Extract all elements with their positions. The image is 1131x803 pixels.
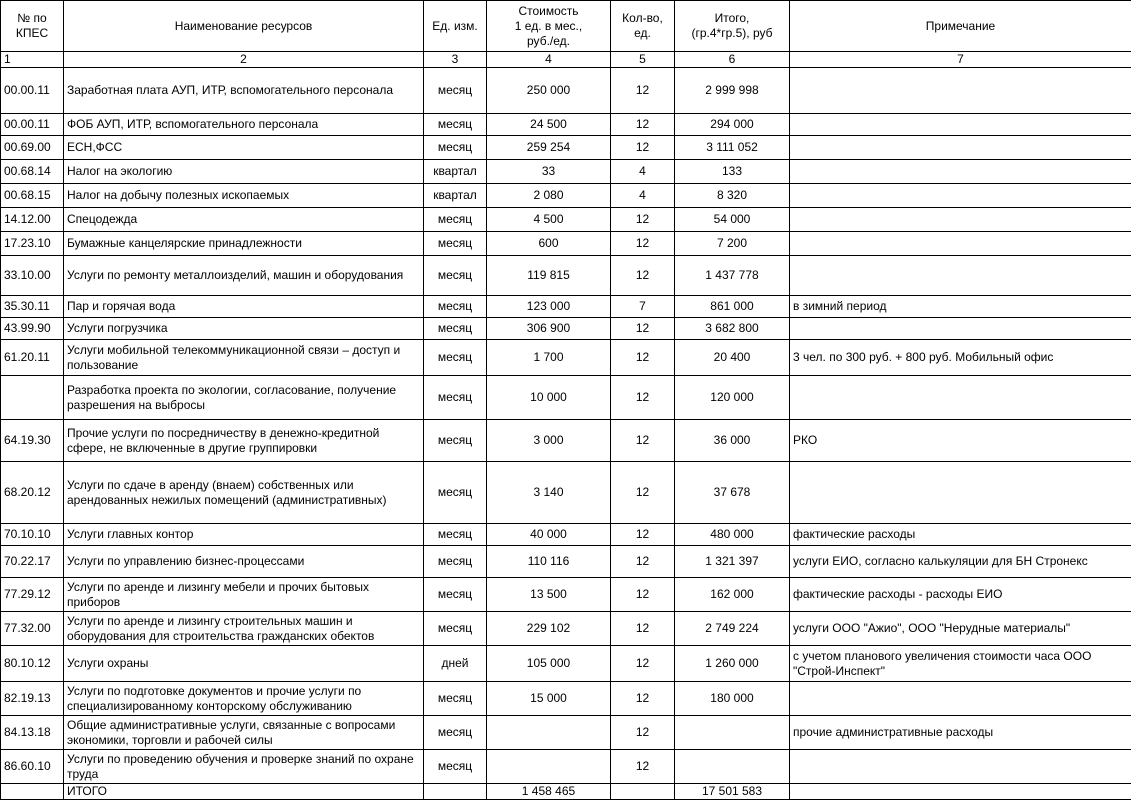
total-row (1, 784, 1131, 800)
cell-code: 00.68.15 (1, 184, 64, 208)
cell-price: 10 000 (487, 376, 611, 420)
cell-price: 24 500 (487, 114, 611, 136)
cell-price: 40 000 (487, 524, 611, 546)
cell-price: 3 140 (487, 462, 611, 524)
total-label: ИТОГО (64, 784, 424, 800)
total-empty (790, 784, 1131, 800)
col-number: 2 (64, 52, 424, 68)
table-row (1, 296, 1131, 318)
total-empty (1, 784, 64, 800)
cell-note (790, 318, 1131, 340)
table-row (1, 750, 1131, 784)
cell-name: Прочие услуги по посредничеству в денежно-кредитной сфере, не включенные в другие группировки (64, 420, 424, 462)
table-row (1, 160, 1131, 184)
cell-name: Налог на добычу полезных ископаемых (64, 184, 424, 208)
cell-price: 250 000 (487, 68, 611, 114)
cell-note (790, 184, 1131, 208)
header-name: Наименование ресурсов (64, 1, 424, 52)
col-number: 5 (611, 52, 675, 68)
cell-code: 84.13.18 (1, 716, 64, 750)
cell-code: 35.30.11 (1, 296, 64, 318)
table-row (1, 682, 1131, 716)
cell-qty: 12 (611, 376, 675, 420)
cell-code: 77.32.00 (1, 612, 64, 646)
cell-note (790, 136, 1131, 160)
cell-name: Заработная плата АУП, ИТР, вспомогательного персонала (64, 68, 424, 114)
total-price-sum: 1 458 465 (487, 784, 611, 800)
table-row (1, 612, 1131, 646)
header-note: Примечание (790, 1, 1131, 52)
cell-total: 3 682 800 (675, 318, 790, 340)
cell-code: 33.10.00 (1, 256, 64, 296)
cell-code: 00.00.11 (1, 114, 64, 136)
cell-code: 70.10.10 (1, 524, 64, 546)
cell-total: 54 000 (675, 208, 790, 232)
cell-price: 110 116 (487, 546, 611, 578)
col-number: 3 (424, 52, 487, 68)
cell-name: Услуги погрузчика (64, 318, 424, 340)
cell-total: 37 678 (675, 462, 790, 524)
cell-code (1, 376, 64, 420)
cell-note (790, 256, 1131, 296)
cell-total: 861 000 (675, 296, 790, 318)
table-row (1, 524, 1131, 546)
cell-total: 480 000 (675, 524, 790, 546)
cell-code: 68.20.12 (1, 462, 64, 524)
cell-name: Услуги по подготовке документов и прочие услуги по специализированному конторскому обслуживанию (64, 682, 424, 716)
cell-qty: 12 (611, 524, 675, 546)
cell-price: 15 000 (487, 682, 611, 716)
cell-name: Общие административные услуги, связанные с вопросами экономики, торговли и рабочей силы (64, 716, 424, 750)
cell-note: с учетом планового увеличения стоимости часа ООО "Строй-Инспект" (790, 646, 1131, 682)
cell-code: 77.29.12 (1, 578, 64, 612)
cell-note: в зимний период (790, 296, 1131, 318)
col-number: 4 (487, 52, 611, 68)
cell-unit: месяц (424, 578, 487, 612)
cell-name: Услуги по аренде и лизингу строительных машин и оборудования для строительства гражданских обектов (64, 612, 424, 646)
table-row (1, 208, 1131, 232)
cell-unit: квартал (424, 160, 487, 184)
cell-code: 86.60.10 (1, 750, 64, 784)
cell-note (790, 114, 1131, 136)
col-number: 6 (675, 52, 790, 68)
cell-code: 00.68.14 (1, 160, 64, 184)
table-row (1, 716, 1131, 750)
cell-price (487, 716, 611, 750)
cell-qty: 12 (611, 68, 675, 114)
cell-note: прочие административные расходы (790, 716, 1131, 750)
cell-name: Пар и горячая вода (64, 296, 424, 318)
cell-total: 294 000 (675, 114, 790, 136)
cell-qty: 12 (611, 340, 675, 376)
cell-total: 1 437 778 (675, 256, 790, 296)
cell-note (790, 232, 1131, 256)
cell-qty: 12 (611, 682, 675, 716)
cell-qty: 12 (611, 646, 675, 682)
cell-name: Услуги охраны (64, 646, 424, 682)
header-price: Стоимость 1 ед. в мес., руб./ед. (487, 1, 611, 52)
table-row (1, 318, 1131, 340)
cell-note: фактические расходы (790, 524, 1131, 546)
cell-name: Услуги главных контор (64, 524, 424, 546)
cell-qty: 12 (611, 256, 675, 296)
header-qty: Кол-во, ед. (611, 1, 675, 52)
cell-code: 61.20.11 (1, 340, 64, 376)
cell-qty: 12 (611, 750, 675, 784)
cell-price: 2 080 (487, 184, 611, 208)
cell-total (675, 716, 790, 750)
cell-qty: 12 (611, 462, 675, 524)
header-code: № по КПЕС (1, 1, 64, 52)
cell-name: Бумажные канцелярские принадлежности (64, 232, 424, 256)
cell-price: 259 254 (487, 136, 611, 160)
cell-total: 180 000 (675, 682, 790, 716)
cell-note: услуги ЕИО, согласно калькуляции для БН Стронекс (790, 546, 1131, 578)
cell-qty: 12 (611, 208, 675, 232)
cell-qty: 12 (611, 546, 675, 578)
cell-total: 20 400 (675, 340, 790, 376)
table-row (1, 462, 1131, 524)
table-row (1, 420, 1131, 462)
cell-unit: месяц (424, 682, 487, 716)
cell-unit: месяц (424, 232, 487, 256)
cell-note (790, 160, 1131, 184)
table-row (1, 184, 1131, 208)
cell-unit: квартал (424, 184, 487, 208)
cell-qty: 12 (611, 420, 675, 462)
cell-code: 82.19.13 (1, 682, 64, 716)
cell-qty: 12 (611, 578, 675, 612)
cell-price: 306 900 (487, 318, 611, 340)
cell-unit: месяц (424, 68, 487, 114)
cell-total: 1 321 397 (675, 546, 790, 578)
cell-qty: 12 (611, 136, 675, 160)
table-row (1, 646, 1131, 682)
cell-total: 2 749 224 (675, 612, 790, 646)
cell-qty: 4 (611, 184, 675, 208)
cell-note (790, 208, 1131, 232)
table-row (1, 578, 1131, 612)
cell-code: 00.69.00 (1, 136, 64, 160)
cell-price: 33 (487, 160, 611, 184)
header-unit: Ед. изм. (424, 1, 487, 52)
cell-note: 3 чел. по 300 руб. + 800 руб. Мобильный офис (790, 340, 1131, 376)
cell-unit: месяц (424, 136, 487, 160)
cell-name: Услуги по сдаче в аренду (внаем) собственных или арендованных нежилых помещений (административных) (64, 462, 424, 524)
cell-name: Налог на экологию (64, 160, 424, 184)
cell-price: 4 500 (487, 208, 611, 232)
cell-unit: месяц (424, 340, 487, 376)
cell-name: Услуги по ремонту металлоизделий, машин и оборудования (64, 256, 424, 296)
cell-unit: месяц (424, 462, 487, 524)
cell-note: фактические расходы - расходы ЕИО (790, 578, 1131, 612)
cell-note (790, 68, 1131, 114)
cell-total: 133 (675, 160, 790, 184)
cell-total: 1 260 000 (675, 646, 790, 682)
cell-total: 162 000 (675, 578, 790, 612)
cell-name: Услуги по аренде и лизингу мебели и прочих бытовых приборов (64, 578, 424, 612)
cell-code: 64.19.30 (1, 420, 64, 462)
table-row (1, 232, 1131, 256)
cell-name: Разработка проекта по экологии, согласование, получение разрешения на выбросы (64, 376, 424, 420)
cell-price: 13 500 (487, 578, 611, 612)
cell-qty: 7 (611, 296, 675, 318)
table-row (1, 376, 1131, 420)
cell-name: Услуги по управлению бизнес-процессами (64, 546, 424, 578)
cell-qty: 12 (611, 612, 675, 646)
cell-total: 2 999 998 (675, 68, 790, 114)
cell-unit: месяц (424, 256, 487, 296)
cell-note: услуги ООО "Ажио", ООО "Нерудные материалы" (790, 612, 1131, 646)
cell-name: Услуги по проведению обучения и проверке знаний по охране труда (64, 750, 424, 784)
total-grand-sum: 17 501 583 (675, 784, 790, 800)
cell-price: 3 000 (487, 420, 611, 462)
cell-name: Услуги мобильной телекоммуникационной связи – доступ и пользование (64, 340, 424, 376)
table-row (1, 68, 1131, 114)
total-empty (424, 784, 487, 800)
cell-price: 229 102 (487, 612, 611, 646)
cell-price: 105 000 (487, 646, 611, 682)
table-row (1, 340, 1131, 376)
cell-name: Спецодежда (64, 208, 424, 232)
cell-code: 14.12.00 (1, 208, 64, 232)
cell-price: 600 (487, 232, 611, 256)
cell-total: 7 200 (675, 232, 790, 256)
cell-unit: месяц (424, 612, 487, 646)
cell-qty: 12 (611, 114, 675, 136)
cell-qty: 12 (611, 318, 675, 340)
cell-unit: месяц (424, 546, 487, 578)
cell-total: 8 320 (675, 184, 790, 208)
cell-price: 1 700 (487, 340, 611, 376)
cell-qty: 12 (611, 716, 675, 750)
cell-unit: месяц (424, 318, 487, 340)
cell-unit: дней (424, 646, 487, 682)
cell-code: 70.22.17 (1, 546, 64, 578)
cell-note: РКО (790, 420, 1131, 462)
cell-unit: месяц (424, 750, 487, 784)
cell-unit: месяц (424, 376, 487, 420)
cell-qty: 4 (611, 160, 675, 184)
cell-price: 119 815 (487, 256, 611, 296)
cell-price (487, 750, 611, 784)
cell-code: 00.00.11 (1, 68, 64, 114)
cell-name: ФОБ АУП, ИТР, вспомогательного персонала (64, 114, 424, 136)
column-number-row (1, 52, 1131, 68)
table-row (1, 546, 1131, 578)
cell-code: 17.23.10 (1, 232, 64, 256)
cell-note (790, 376, 1131, 420)
cell-qty: 12 (611, 232, 675, 256)
cell-total (675, 750, 790, 784)
table-row (1, 114, 1131, 136)
cell-name: ЕСН,ФСС (64, 136, 424, 160)
header-row (1, 1, 1131, 52)
cell-unit: месяц (424, 524, 487, 546)
cell-code: 43.99.90 (1, 318, 64, 340)
cell-unit: месяц (424, 296, 487, 318)
cell-total: 120 000 (675, 376, 790, 420)
header-total: Итого, (гр.4*гр.5), руб (675, 1, 790, 52)
col-number: 1 (1, 52, 64, 68)
table-row (1, 136, 1131, 160)
cell-unit: месяц (424, 114, 487, 136)
cell-note (790, 462, 1131, 524)
cell-note (790, 750, 1131, 784)
total-empty (611, 784, 675, 800)
cell-unit: месяц (424, 420, 487, 462)
cell-unit: месяц (424, 208, 487, 232)
cell-note (790, 682, 1131, 716)
cell-price: 123 000 (487, 296, 611, 318)
col-number: 7 (790, 52, 1131, 68)
cell-total: 36 000 (675, 420, 790, 462)
cell-code: 80.10.12 (1, 646, 64, 682)
cell-unit: месяц (424, 716, 487, 750)
table-row (1, 256, 1131, 296)
cell-total: 3 111 052 (675, 136, 790, 160)
